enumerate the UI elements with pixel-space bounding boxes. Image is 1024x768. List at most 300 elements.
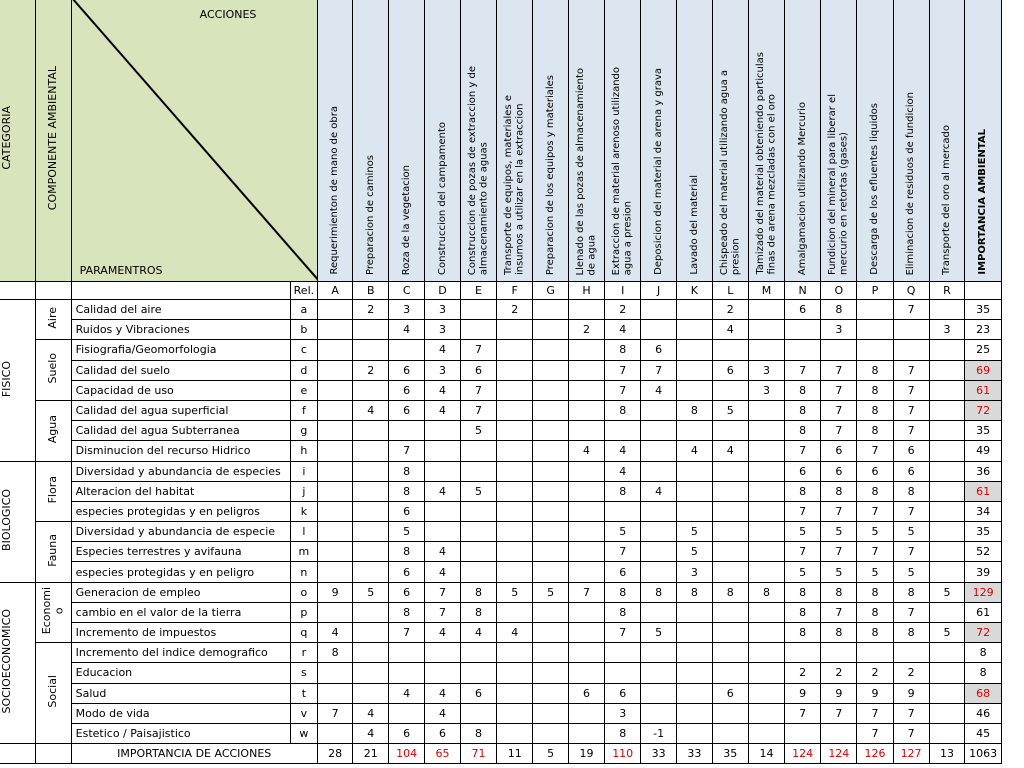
matrix-value xyxy=(533,522,569,542)
action-header-q xyxy=(893,0,929,282)
column-letter: L xyxy=(712,282,748,300)
matrix-value xyxy=(425,461,461,481)
actions-label: ACCIONES xyxy=(199,8,257,21)
parameter-name: Fisiografia/Geomorfologia xyxy=(71,340,290,360)
matrix-value: 7 xyxy=(389,623,425,643)
matrix-value xyxy=(676,623,712,643)
matrix-value: 4 xyxy=(317,623,353,643)
matrix-value: 8 xyxy=(893,623,929,643)
action-header-p xyxy=(857,0,893,282)
component-label: Fauna xyxy=(46,533,60,567)
matrix-value xyxy=(712,501,748,521)
action-label: Preparacion de los equipos y materiales xyxy=(544,74,556,275)
matrix-value xyxy=(389,340,425,360)
matrix-value: 7 xyxy=(893,703,929,723)
row-total: 72 xyxy=(965,623,1002,643)
matrix-value: 8 xyxy=(605,602,641,622)
parameter-name: Disminucion del recurso Hidrico xyxy=(71,441,290,461)
matrix-value: 8 xyxy=(460,723,496,743)
matrix-value: 6 xyxy=(712,360,748,380)
component-label: Social xyxy=(46,675,60,708)
matrix-value: 6 xyxy=(785,461,821,481)
matrix-value: 7 xyxy=(568,582,604,602)
matrix-value xyxy=(929,703,965,723)
matrix-value: 6 xyxy=(641,340,677,360)
matrix-value: 7 xyxy=(857,542,893,562)
matrix-value xyxy=(533,360,569,380)
table-row xyxy=(0,663,1002,683)
matrix-value xyxy=(641,421,677,441)
table-row xyxy=(0,300,1002,320)
row-total: 39 xyxy=(965,562,1002,582)
matrix-value xyxy=(497,340,533,360)
matrix-value: 5 xyxy=(712,400,748,420)
matrix-value: 7 xyxy=(605,542,641,562)
matrix-value xyxy=(748,663,784,683)
parameter-name: Calidad del agua Subterranea xyxy=(71,421,290,441)
matrix-value xyxy=(497,380,533,400)
action-label: Descarga de los efluentes liquidos xyxy=(869,103,881,275)
rel-letter: n xyxy=(291,562,318,582)
matrix-value xyxy=(317,461,353,481)
matrix-value xyxy=(712,542,748,562)
matrix-value xyxy=(748,501,784,521)
matrix-value: 6 xyxy=(460,683,496,703)
column-letter: I xyxy=(605,282,641,300)
matrix-value xyxy=(712,522,748,542)
parameter-name: Incremento del indice demografico xyxy=(71,643,290,663)
matrix-value xyxy=(857,300,893,320)
action-header-h xyxy=(568,0,604,282)
matrix-value: 7 xyxy=(460,380,496,400)
matrix-value xyxy=(460,320,496,340)
column-total: 28 xyxy=(317,744,353,764)
rel-letter: j xyxy=(291,481,318,501)
row-total: 35 xyxy=(965,300,1002,320)
matrix-value: 5 xyxy=(497,582,533,602)
matrix-value xyxy=(641,562,677,582)
matrix-value: 4 xyxy=(425,481,461,501)
column-letter: C xyxy=(389,282,425,300)
matrix-value: 8 xyxy=(605,340,641,360)
rel-letter: t xyxy=(291,683,318,703)
matrix-value: 2 xyxy=(605,300,641,320)
matrix-value xyxy=(497,562,533,582)
matrix-value xyxy=(425,643,461,663)
matrix-value: 5 xyxy=(821,522,857,542)
column-letter: A xyxy=(317,282,353,300)
matrix-value xyxy=(929,400,965,420)
parameter-name: Modo de vida xyxy=(71,703,290,723)
rel-letter: v xyxy=(291,703,318,723)
rel-letter: q xyxy=(291,623,318,643)
matrix-value xyxy=(929,461,965,481)
blank-cell xyxy=(965,282,1002,300)
rel-letter: o xyxy=(291,582,318,602)
table-row xyxy=(0,320,1002,340)
matrix-value: 7 xyxy=(821,703,857,723)
matrix-value xyxy=(748,683,784,703)
matrix-value xyxy=(641,320,677,340)
matrix-value xyxy=(568,461,604,481)
matrix-value: 4 xyxy=(497,623,533,643)
matrix-value: 8 xyxy=(676,582,712,602)
rel-letter: s xyxy=(291,663,318,683)
matrix-value xyxy=(641,542,677,562)
matrix-value: 8 xyxy=(821,623,857,643)
matrix-value: 7 xyxy=(641,360,677,380)
component-label: Agua xyxy=(46,415,60,444)
component-label: Economi o xyxy=(39,587,66,635)
row-total: 8 xyxy=(965,643,1002,663)
matrix-value xyxy=(929,360,965,380)
matrix-value: 7 xyxy=(785,542,821,562)
table-row xyxy=(0,723,1002,743)
row-total: 68 xyxy=(965,683,1002,703)
matrix-value xyxy=(533,643,569,663)
matrix-value xyxy=(929,421,965,441)
parameter-name: Capacidad de uso xyxy=(71,380,290,400)
matrix-value xyxy=(317,400,353,420)
matrix-value xyxy=(641,400,677,420)
matrix-value xyxy=(641,703,677,723)
matrix-value xyxy=(568,400,604,420)
matrix-value: 7 xyxy=(821,421,857,441)
matrix-value xyxy=(676,300,712,320)
matrix-value: 6 xyxy=(605,562,641,582)
column-total: 65 xyxy=(425,744,461,764)
matrix-value: 9 xyxy=(821,683,857,703)
rel-letter: d xyxy=(291,360,318,380)
matrix-value: 3 xyxy=(821,320,857,340)
matrix-value: 8 xyxy=(676,400,712,420)
column-letter: H xyxy=(568,282,604,300)
action-header-g xyxy=(533,0,569,282)
matrix-value: 7 xyxy=(893,380,929,400)
matrix-value xyxy=(568,663,604,683)
matrix-value: 6 xyxy=(785,300,821,320)
rel-letter: c xyxy=(291,340,318,360)
matrix-value: 4 xyxy=(605,441,641,461)
matrix-value: 5 xyxy=(929,582,965,602)
matrix-value xyxy=(929,340,965,360)
matrix-value: 6 xyxy=(605,683,641,703)
matrix-value xyxy=(641,663,677,683)
matrix-value xyxy=(568,421,604,441)
column-letter: F xyxy=(497,282,533,300)
matrix-value: 7 xyxy=(821,360,857,380)
parameter-name: especies protegidas y en peligros xyxy=(71,501,290,521)
matrix-value: 5 xyxy=(893,522,929,542)
matrix-value xyxy=(533,602,569,622)
matrix-value xyxy=(533,723,569,743)
matrix-value: 8 xyxy=(460,602,496,622)
row-total: 129 xyxy=(965,582,1002,602)
column-letter: G xyxy=(533,282,569,300)
matrix-value xyxy=(460,562,496,582)
matrix-value: 7 xyxy=(893,360,929,380)
matrix-value: 3 xyxy=(748,360,784,380)
matrix-value xyxy=(929,481,965,501)
matrix-value xyxy=(533,340,569,360)
matrix-value: 4 xyxy=(425,380,461,400)
matrix-value: 5 xyxy=(785,522,821,542)
matrix-value xyxy=(676,602,712,622)
category-cell xyxy=(0,300,36,462)
component-cell xyxy=(36,643,71,744)
matrix-value xyxy=(712,421,748,441)
blank-cell xyxy=(36,282,71,300)
matrix-value: 8 xyxy=(389,461,425,481)
matrix-value xyxy=(353,320,389,340)
table-row xyxy=(0,400,1002,420)
matrix-value: 6 xyxy=(389,360,425,380)
matrix-value: 3 xyxy=(929,320,965,340)
matrix-value xyxy=(821,723,857,743)
matrix-value: 8 xyxy=(785,400,821,420)
matrix-value: 7 xyxy=(821,602,857,622)
matrix-value xyxy=(425,421,461,441)
matrix-value xyxy=(641,522,677,542)
column-letter: N xyxy=(785,282,821,300)
matrix-value: 5 xyxy=(893,562,929,582)
column-total: 14 xyxy=(748,744,784,764)
matrix-value xyxy=(748,461,784,481)
parameter-name: cambio en el valor de la tierra xyxy=(71,602,290,622)
column-letter: R xyxy=(929,282,965,300)
matrix-value xyxy=(497,461,533,481)
action-header-b xyxy=(353,0,389,282)
matrix-value xyxy=(676,501,712,521)
matrix-value: 4 xyxy=(425,623,461,643)
table-row xyxy=(0,441,1002,461)
matrix-value xyxy=(676,421,712,441)
matrix-value: 8 xyxy=(785,380,821,400)
matrix-value xyxy=(712,643,748,663)
matrix-value xyxy=(497,501,533,521)
matrix-value xyxy=(425,441,461,461)
matrix-value xyxy=(641,300,677,320)
category-label: SOCIOECONOMICO xyxy=(0,609,13,714)
matrix-value: 4 xyxy=(605,461,641,481)
matrix-value xyxy=(353,683,389,703)
matrix-value xyxy=(460,441,496,461)
matrix-value: 4 xyxy=(641,481,677,501)
matrix-value: 6 xyxy=(389,562,425,582)
matrix-value: 6 xyxy=(712,683,748,703)
table-row xyxy=(0,481,1002,501)
matrix-value xyxy=(533,501,569,521)
matrix-value xyxy=(929,643,965,663)
column-total: 35 xyxy=(712,744,748,764)
row-total: 61 xyxy=(965,602,1002,622)
matrix-value xyxy=(317,441,353,461)
action-label: Construccion del campamento xyxy=(436,122,448,275)
matrix-value xyxy=(389,663,425,683)
row-total: 34 xyxy=(965,501,1002,521)
matrix-value: 4 xyxy=(425,542,461,562)
matrix-value xyxy=(533,400,569,420)
matrix-value xyxy=(568,602,604,622)
matrix-value: 3 xyxy=(748,380,784,400)
matrix-value: 5 xyxy=(676,542,712,562)
row-total: 49 xyxy=(965,441,1002,461)
matrix-value: 6 xyxy=(389,501,425,521)
column-total: 5 xyxy=(533,744,569,764)
action-label: Requerimienton de mano de obra xyxy=(329,106,341,275)
matrix-value: 8 xyxy=(857,582,893,602)
matrix-value: 8 xyxy=(460,582,496,602)
parameter-name: Educacion xyxy=(71,663,290,683)
matrix-value xyxy=(929,683,965,703)
column-total: 33 xyxy=(641,744,677,764)
matrix-value xyxy=(712,623,748,643)
matrix-value xyxy=(353,663,389,683)
column-letter: O xyxy=(821,282,857,300)
column-letter: K xyxy=(676,282,712,300)
matrix-value xyxy=(748,340,784,360)
column-letter: J xyxy=(641,282,677,300)
action-label: Deposicion del material de arena y grava xyxy=(652,68,664,275)
column-letter: E xyxy=(460,282,496,300)
matrix-value xyxy=(568,562,604,582)
matrix-value xyxy=(353,562,389,582)
matrix-value: 5 xyxy=(533,582,569,602)
matrix-value: 8 xyxy=(641,582,677,602)
matrix-value xyxy=(497,400,533,420)
column-total: 33 xyxy=(676,744,712,764)
matrix-value: 7 xyxy=(460,400,496,420)
matrix-value xyxy=(676,380,712,400)
column-total: 124 xyxy=(821,744,857,764)
column-total: 71 xyxy=(460,744,496,764)
matrix-value xyxy=(568,723,604,743)
matrix-value: 8 xyxy=(857,380,893,400)
matrix-value xyxy=(460,501,496,521)
matrix-value xyxy=(605,643,641,663)
matrix-value xyxy=(821,340,857,360)
category-cell xyxy=(0,461,36,582)
matrix-value xyxy=(353,380,389,400)
category-header-label: CATEGORIA xyxy=(0,106,13,170)
matrix-value xyxy=(497,421,533,441)
matrix-value xyxy=(497,663,533,683)
row-total: 46 xyxy=(965,703,1002,723)
matrix-value: 8 xyxy=(893,481,929,501)
params-label: PARAMENTROS xyxy=(79,264,163,277)
action-header-e xyxy=(460,0,496,282)
matrix-value: 8 xyxy=(605,582,641,602)
component-cell xyxy=(36,522,71,583)
matrix-value: 8 xyxy=(785,481,821,501)
blank-cell xyxy=(0,282,36,300)
blank-cell xyxy=(71,282,290,300)
matrix-value xyxy=(460,663,496,683)
parameter-name: Alteracion del habitat xyxy=(71,481,290,501)
matrix-value xyxy=(641,441,677,461)
matrix-value xyxy=(353,461,389,481)
matrix-value xyxy=(712,380,748,400)
action-header-o xyxy=(821,0,857,282)
action-label: Lavado del material xyxy=(688,175,700,275)
component-label: Suelo xyxy=(46,353,60,384)
matrix-value: 4 xyxy=(425,703,461,723)
matrix-value xyxy=(929,562,965,582)
diagonal-header-cell xyxy=(71,0,317,282)
matrix-value: 2 xyxy=(353,300,389,320)
rel-letter: k xyxy=(291,501,318,521)
table-row xyxy=(0,542,1002,562)
matrix-value: 2 xyxy=(893,663,929,683)
matrix-value xyxy=(533,683,569,703)
matrix-value xyxy=(317,542,353,562)
matrix-value xyxy=(497,360,533,380)
matrix-value xyxy=(425,663,461,683)
matrix-value: 2 xyxy=(857,663,893,683)
matrix-value xyxy=(748,562,784,582)
matrix-value xyxy=(317,602,353,622)
parameter-name: especies protegidas y en peligro xyxy=(71,562,290,582)
matrix-value: 6 xyxy=(821,441,857,461)
matrix-value xyxy=(317,300,353,320)
matrix-value: 7 xyxy=(893,602,929,622)
rel-letter: r xyxy=(291,643,318,663)
matrix-value xyxy=(533,562,569,582)
matrix-value: 7 xyxy=(785,703,821,723)
matrix-value: 4 xyxy=(460,623,496,643)
category-label: BIOLOGICO xyxy=(0,489,13,552)
matrix-value: 7 xyxy=(893,300,929,320)
matrix-value: 7 xyxy=(821,380,857,400)
action-label: Eliminacion de residuos de fundicion xyxy=(905,91,917,275)
matrix-value: 8 xyxy=(785,602,821,622)
matrix-value xyxy=(605,421,641,441)
component-cell xyxy=(36,340,71,401)
blank-cell xyxy=(0,744,36,764)
row-total: 35 xyxy=(965,421,1002,441)
matrix-value xyxy=(460,300,496,320)
matrix-value xyxy=(785,320,821,340)
matrix-value xyxy=(676,340,712,360)
matrix-value: 8 xyxy=(785,623,821,643)
matrix-value xyxy=(893,320,929,340)
matrix-value xyxy=(533,300,569,320)
rel-letter: h xyxy=(291,441,318,461)
matrix-value xyxy=(497,643,533,663)
matrix-value xyxy=(497,481,533,501)
action-header-d xyxy=(425,0,461,282)
matrix-value xyxy=(353,441,389,461)
matrix-value: 4 xyxy=(425,400,461,420)
matrix-value: 8 xyxy=(857,623,893,643)
matrix-value: 7 xyxy=(425,582,461,602)
matrix-value xyxy=(317,663,353,683)
row-total: 72 xyxy=(965,400,1002,420)
grand-total: 1063 xyxy=(965,744,1002,764)
matrix-value: 5 xyxy=(605,522,641,542)
matrix-value: 8 xyxy=(785,582,821,602)
action-label: Amalgamacion utilizando Mercurio xyxy=(796,101,808,275)
matrix-value xyxy=(929,723,965,743)
row-total: 35 xyxy=(965,522,1002,542)
matrix-value xyxy=(460,542,496,562)
table-row xyxy=(0,522,1002,542)
matrix-value xyxy=(353,542,389,562)
matrix-value xyxy=(676,320,712,340)
matrix-value: 7 xyxy=(857,703,893,723)
matrix-value: 8 xyxy=(857,360,893,380)
action-label: Llenado de las pozas de almacenamiento de agua xyxy=(574,67,598,275)
